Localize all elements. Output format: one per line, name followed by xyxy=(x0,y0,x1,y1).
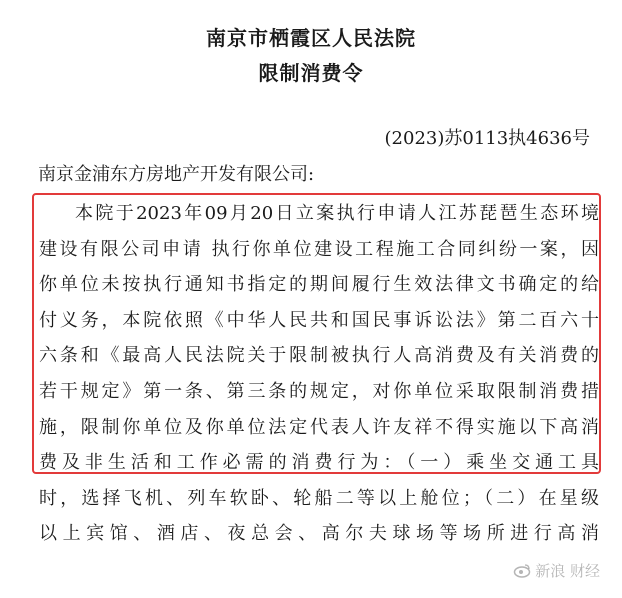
body-line: 本院于2023年09月20日立案执行申请人江苏琵琶生态环境 xyxy=(75,203,599,224)
body-line: 你单位未按执行通知书指定的期间履行生效法律文书确定的给 xyxy=(39,274,599,296)
weibo-eye-icon xyxy=(513,562,531,580)
body-line: 费及非生活和工作必需的消费行为：（一）乘坐交通工具 xyxy=(39,452,599,474)
court-name: 南京市栖霞区人民法院 xyxy=(206,26,416,50)
body-line: 建设有限公司申请 执行你单位建设工程施工合同纠纷一案，因 xyxy=(39,238,599,260)
order-body xyxy=(39,196,599,552)
body-line: 施，限制你单位及你单位法定代表人许友祥不得实施以下高消 xyxy=(39,416,599,438)
body-line: 时，选择飞机、列车软卧、轮船二等以上舱位；（二）在星级 xyxy=(39,487,599,509)
body-line: 若干规定》第一条、第三条的规定，对你单位采取限制消费措 xyxy=(39,380,599,402)
body-line: 付义务，本院依照《中华人民共和国民事诉讼法》第二百六十 xyxy=(39,309,599,331)
case-number: (2023)苏0113执4636号 xyxy=(384,128,590,149)
body-line: 六条和《最高人民法院关于限制被执行人高消费及有关消费的 xyxy=(39,345,599,367)
document-title: 限制消费令 xyxy=(258,61,364,85)
watermark-text: 新浪 财经 xyxy=(535,562,600,580)
watermark xyxy=(513,560,600,581)
recipient-name: 南京金浦东方房地产开发有限公司: xyxy=(38,164,315,185)
body-line: 以上宾馆、酒店、夜总会、高尔夫球场等场所进行高消 xyxy=(39,523,599,545)
